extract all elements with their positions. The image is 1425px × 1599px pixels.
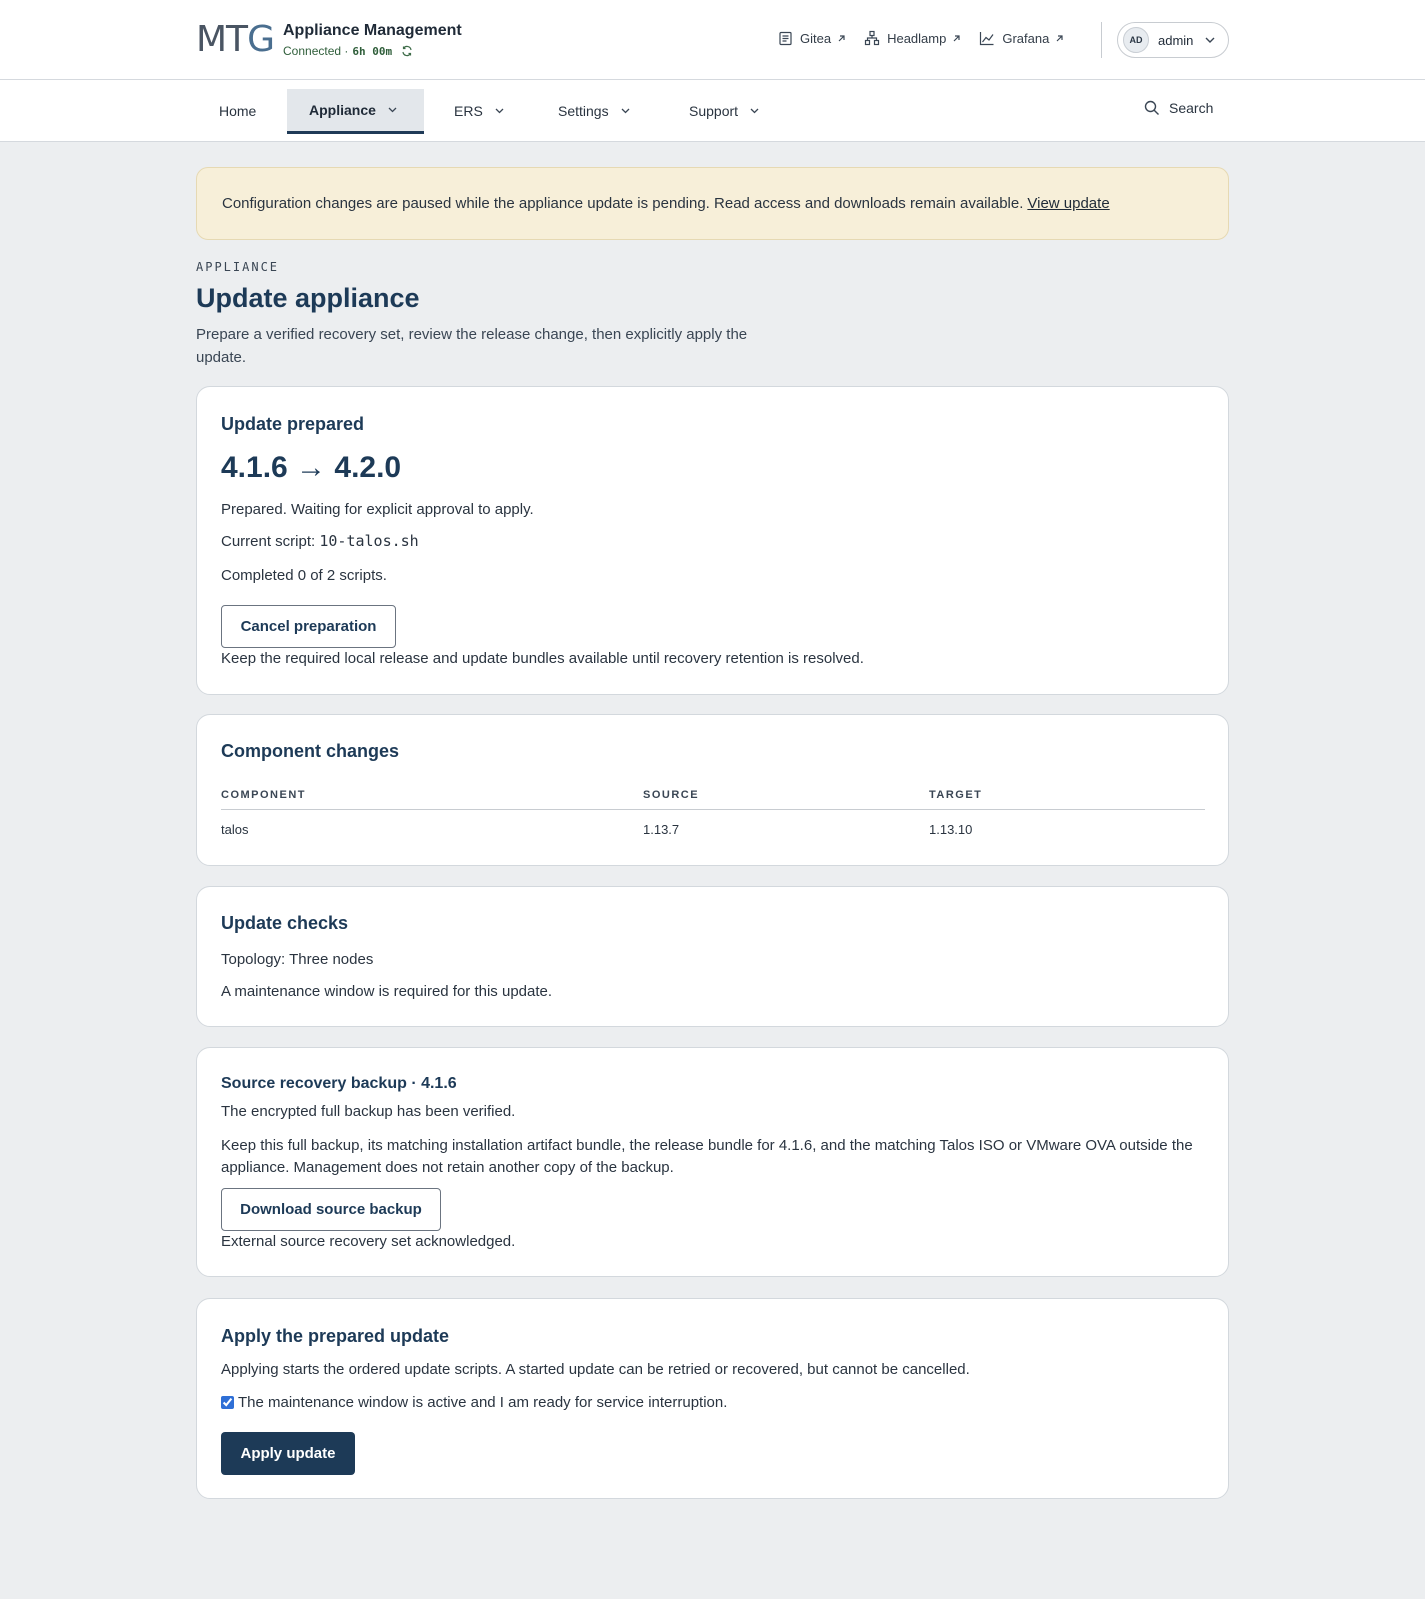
view-update-link[interactable]: View update bbox=[1027, 195, 1110, 212]
acknowledged-text: External source recovery set acknowledged. bbox=[221, 1233, 516, 1250]
maintenance-confirmation[interactable] bbox=[221, 1394, 727, 1411]
current-script-label: Current script: bbox=[221, 533, 316, 550]
refresh-icon[interactable] bbox=[401, 44, 413, 62]
grafana-link-label: Grafana bbox=[1002, 30, 1050, 46]
component-name: talos bbox=[221, 822, 249, 837]
external-arrow-icon bbox=[1055, 34, 1064, 43]
topology-text: Topology: Three nodes bbox=[221, 951, 374, 968]
gitea-link-label: Gitea bbox=[800, 30, 832, 46]
document-icon bbox=[778, 31, 793, 46]
headlamp-link[interactable] bbox=[864, 30, 961, 46]
maintenance-checkbox-label: The maintenance window is active and I am ready for service interruption. bbox=[238, 1394, 728, 1411]
component-changes-card bbox=[196, 714, 1229, 866]
page-eyebrow: APPLIANCE bbox=[196, 260, 280, 274]
update-prepared-title: Update prepared bbox=[221, 414, 365, 434]
column-header-source: SOURCE bbox=[643, 789, 929, 810]
maintenance-checkbox[interactable] bbox=[221, 1396, 234, 1409]
apply-update-title: Apply the prepared update bbox=[221, 1326, 450, 1346]
nav-ers[interactable] bbox=[432, 89, 526, 133]
page-title: Update appliance bbox=[196, 283, 420, 313]
nav-appliance-label: Appliance bbox=[309, 102, 376, 118]
headlamp-link-label: Headlamp bbox=[887, 30, 947, 46]
version-change: 4.1.6 → 4.2.0 bbox=[221, 451, 402, 484]
nav-settings[interactable] bbox=[536, 89, 652, 133]
connection-status bbox=[283, 42, 462, 62]
header-divider bbox=[1101, 22, 1102, 58]
nav-support[interactable] bbox=[667, 89, 781, 133]
update-pending-banner bbox=[196, 167, 1229, 240]
banner-text: Configuration changes are paused while the appliance update is pending. Read access and downloads remain available. bbox=[222, 195, 1024, 212]
apply-description: Applying starts the ordered update scripts. A started update can be retried or recovered, but cannot be cancelled. bbox=[221, 1361, 970, 1378]
user-name: admin bbox=[1158, 32, 1194, 48]
search-icon bbox=[1144, 100, 1160, 116]
mtg-logo[interactable]: MTG bbox=[196, 19, 274, 60]
external-arrow-icon bbox=[952, 34, 961, 43]
column-header-component: COMPONENT bbox=[221, 789, 643, 810]
app-title: Appliance Management bbox=[283, 22, 462, 39]
uptime-value: 6h 00m bbox=[352, 45, 393, 58]
nav-support-label: Support bbox=[689, 103, 739, 119]
nav-home[interactable] bbox=[197, 89, 278, 133]
search-button[interactable] bbox=[1144, 100, 1213, 116]
apply-update-card bbox=[196, 1298, 1229, 1499]
chevron-down-icon bbox=[621, 108, 630, 114]
nav-appliance[interactable] bbox=[287, 89, 424, 134]
connection-status-text: Connected · bbox=[283, 44, 349, 58]
top-header bbox=[0, 0, 1425, 80]
retention-note: Keep the required local release and update bundles available until recovery retention is resolved. bbox=[221, 650, 864, 667]
grafana-link[interactable] bbox=[979, 30, 1064, 46]
nav-ers-label: ERS bbox=[454, 103, 483, 119]
apply-update-button[interactable]: Apply update bbox=[221, 1432, 355, 1475]
table-header-row bbox=[221, 789, 1205, 810]
component-changes-table bbox=[221, 789, 1205, 837]
search-label: Search bbox=[1169, 100, 1214, 116]
external-arrow-icon bbox=[837, 34, 846, 43]
source-version: 1.13.7 bbox=[643, 822, 680, 837]
user-menu-button[interactable] bbox=[1117, 22, 1229, 58]
nav-home-label: Home bbox=[219, 103, 257, 119]
chevron-down-icon bbox=[1205, 37, 1215, 43]
update-prepared-card bbox=[196, 386, 1229, 695]
chart-icon bbox=[979, 31, 995, 46]
page-description: Prepare a verified recovery set, review the release change, then explicitly apply the update. bbox=[196, 326, 748, 366]
backup-instructions: Keep this full backup, its matching installation artifact bundle, the release bundle for 4.1.6, and the matching Talos ISO or VMware OVA outside the appliance. Management does not retain another copy of the backup. bbox=[221, 1137, 1193, 1176]
chevron-down-icon bbox=[388, 107, 397, 113]
download-source-backup-button[interactable]: Download source backup bbox=[221, 1188, 441, 1231]
brand-block bbox=[283, 21, 462, 62]
column-header-target: TARGET bbox=[929, 789, 1205, 810]
source-backup-card bbox=[196, 1047, 1229, 1277]
update-checks-title: Update checks bbox=[221, 913, 349, 933]
target-version: 1.13.10 bbox=[929, 822, 973, 837]
component-changes-title: Component changes bbox=[221, 741, 400, 761]
chevron-down-icon bbox=[750, 108, 759, 114]
maintenance-requirement: A maintenance window is required for this update. bbox=[221, 983, 553, 1000]
gitea-link[interactable] bbox=[778, 30, 846, 46]
backup-verified-text: The encrypted full backup has been verified. bbox=[221, 1103, 516, 1120]
script-progress: Completed 0 of 2 scripts. bbox=[221, 567, 387, 584]
current-script-value: 10-talos.sh bbox=[319, 532, 419, 550]
chevron-down-icon bbox=[495, 108, 504, 114]
network-icon bbox=[864, 30, 880, 46]
cancel-preparation-button[interactable]: Cancel preparation bbox=[221, 605, 396, 648]
current-script bbox=[221, 532, 419, 550]
external-links bbox=[778, 30, 1082, 46]
update-checks-card bbox=[196, 886, 1229, 1027]
nav-settings-label: Settings bbox=[558, 103, 609, 119]
prepared-status: Prepared. Waiting for explicit approval to apply. bbox=[221, 501, 534, 518]
table-row bbox=[221, 810, 1205, 838]
avatar: AD bbox=[1123, 27, 1149, 53]
source-backup-title: Source recovery backup · 4.1.6 bbox=[221, 1075, 457, 1092]
